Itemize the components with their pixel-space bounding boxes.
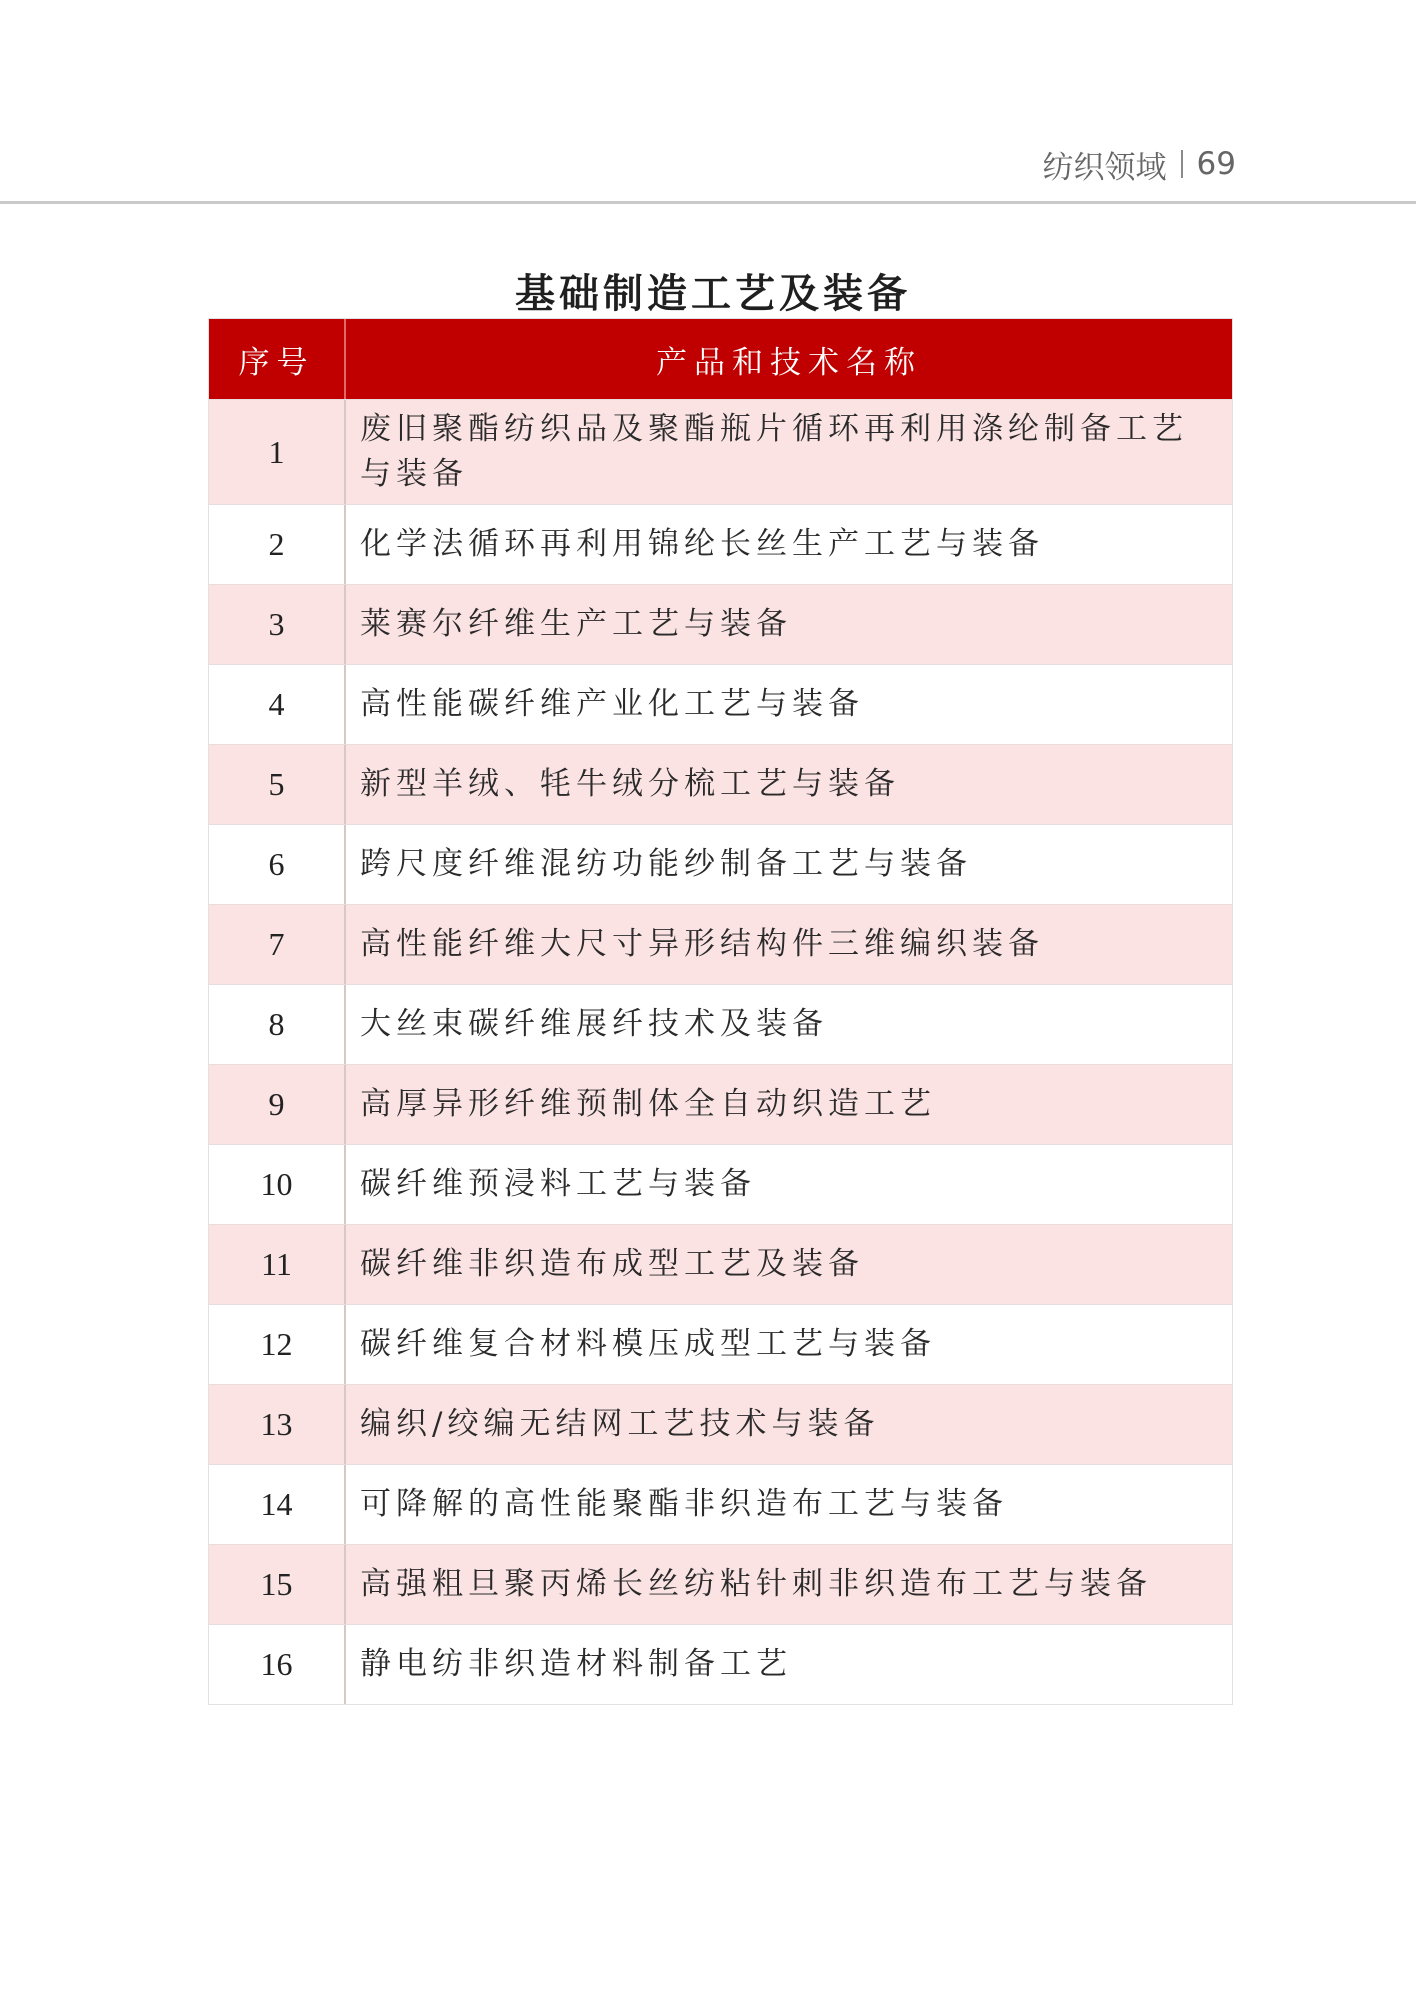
row-index: 3 [209, 585, 346, 664]
row-index: 6 [209, 825, 346, 904]
table-row [209, 1464, 1232, 1544]
table-row [209, 744, 1232, 824]
table-row [209, 504, 1232, 584]
row-name: 高性能碳纤维产业化工艺与装备 [360, 686, 864, 722]
section-name: 纺织领域 [1042, 149, 1167, 186]
row-name: 高强粗旦聚丙烯长丝纺粘针刺非织造布工艺与装备 [360, 1566, 1152, 1602]
row-name: 碳纤维复合材料模压成型工艺与装备 [360, 1326, 936, 1362]
row-name: 高厚异形纤维预制体全自动织造工艺 [360, 1086, 936, 1122]
row-index: 10 [209, 1145, 346, 1224]
row-name: 跨尺度纤维混纺功能纱制备工艺与装备 [360, 846, 972, 882]
running-header [1043, 142, 1236, 186]
table-body [209, 399, 1232, 1704]
header-divider [1181, 150, 1183, 178]
row-name: 新型羊绒、牦牛绒分梳工艺与装备 [360, 766, 900, 802]
row-index: 8 [209, 985, 346, 1064]
table-row [209, 584, 1232, 664]
product-table [208, 318, 1233, 1705]
page-number: 69 [1196, 146, 1236, 182]
row-name: 编织/绞编无结网工艺技术与装备 [360, 1406, 880, 1442]
row-index: 2 [209, 505, 346, 584]
row-name: 碳纤维非织造布成型工艺及装备 [360, 1246, 864, 1282]
row-index: 9 [209, 1065, 346, 1144]
table-row [209, 824, 1232, 904]
row-index: 16 [209, 1625, 346, 1704]
row-name: 可降解的高性能聚酯非织造布工艺与装备 [360, 1486, 1008, 1522]
table-header-row [209, 319, 1232, 399]
table-row [209, 904, 1232, 984]
table-row [209, 1224, 1232, 1304]
table-row [209, 1544, 1232, 1624]
column-header-name: 产品和技术名称 [656, 344, 922, 381]
table-row [209, 1144, 1232, 1224]
row-name: 碳纤维预浸料工艺与装备 [360, 1166, 756, 1202]
row-name: 大丝束碳纤维展纤技术及装备 [360, 1006, 828, 1042]
table-row [209, 1064, 1232, 1144]
table-row [209, 664, 1232, 744]
row-index: 7 [209, 905, 346, 984]
row-name: 静电纺非织造材料制备工艺 [360, 1646, 792, 1682]
column-header-index: 序号 [209, 319, 346, 399]
row-index: 14 [209, 1465, 346, 1544]
table-row [209, 399, 1232, 504]
row-index: 1 [209, 400, 346, 504]
table-row [209, 984, 1232, 1064]
row-index: 13 [209, 1385, 346, 1464]
row-index: 12 [209, 1305, 346, 1384]
row-index: 4 [209, 665, 346, 744]
table-row [209, 1624, 1232, 1704]
table-row [209, 1304, 1232, 1384]
row-name: 化学法循环再利用锦纶长丝生产工艺与装备 [360, 526, 1044, 562]
table-title: 基础制造工艺及装备 [515, 270, 911, 317]
row-index: 5 [209, 745, 346, 824]
table-row [209, 1384, 1232, 1464]
row-index: 15 [209, 1545, 346, 1624]
header-rule [0, 201, 1416, 204]
row-name: 废旧聚酯纺织品及聚酯瓶片循环再利用涤纶制备工艺与装备 [360, 411, 1188, 492]
row-name: 莱赛尔纤维生产工艺与装备 [360, 606, 792, 642]
row-index: 11 [209, 1225, 346, 1304]
row-name: 高性能纤维大尺寸异形结构件三维编织装备 [360, 926, 1044, 962]
